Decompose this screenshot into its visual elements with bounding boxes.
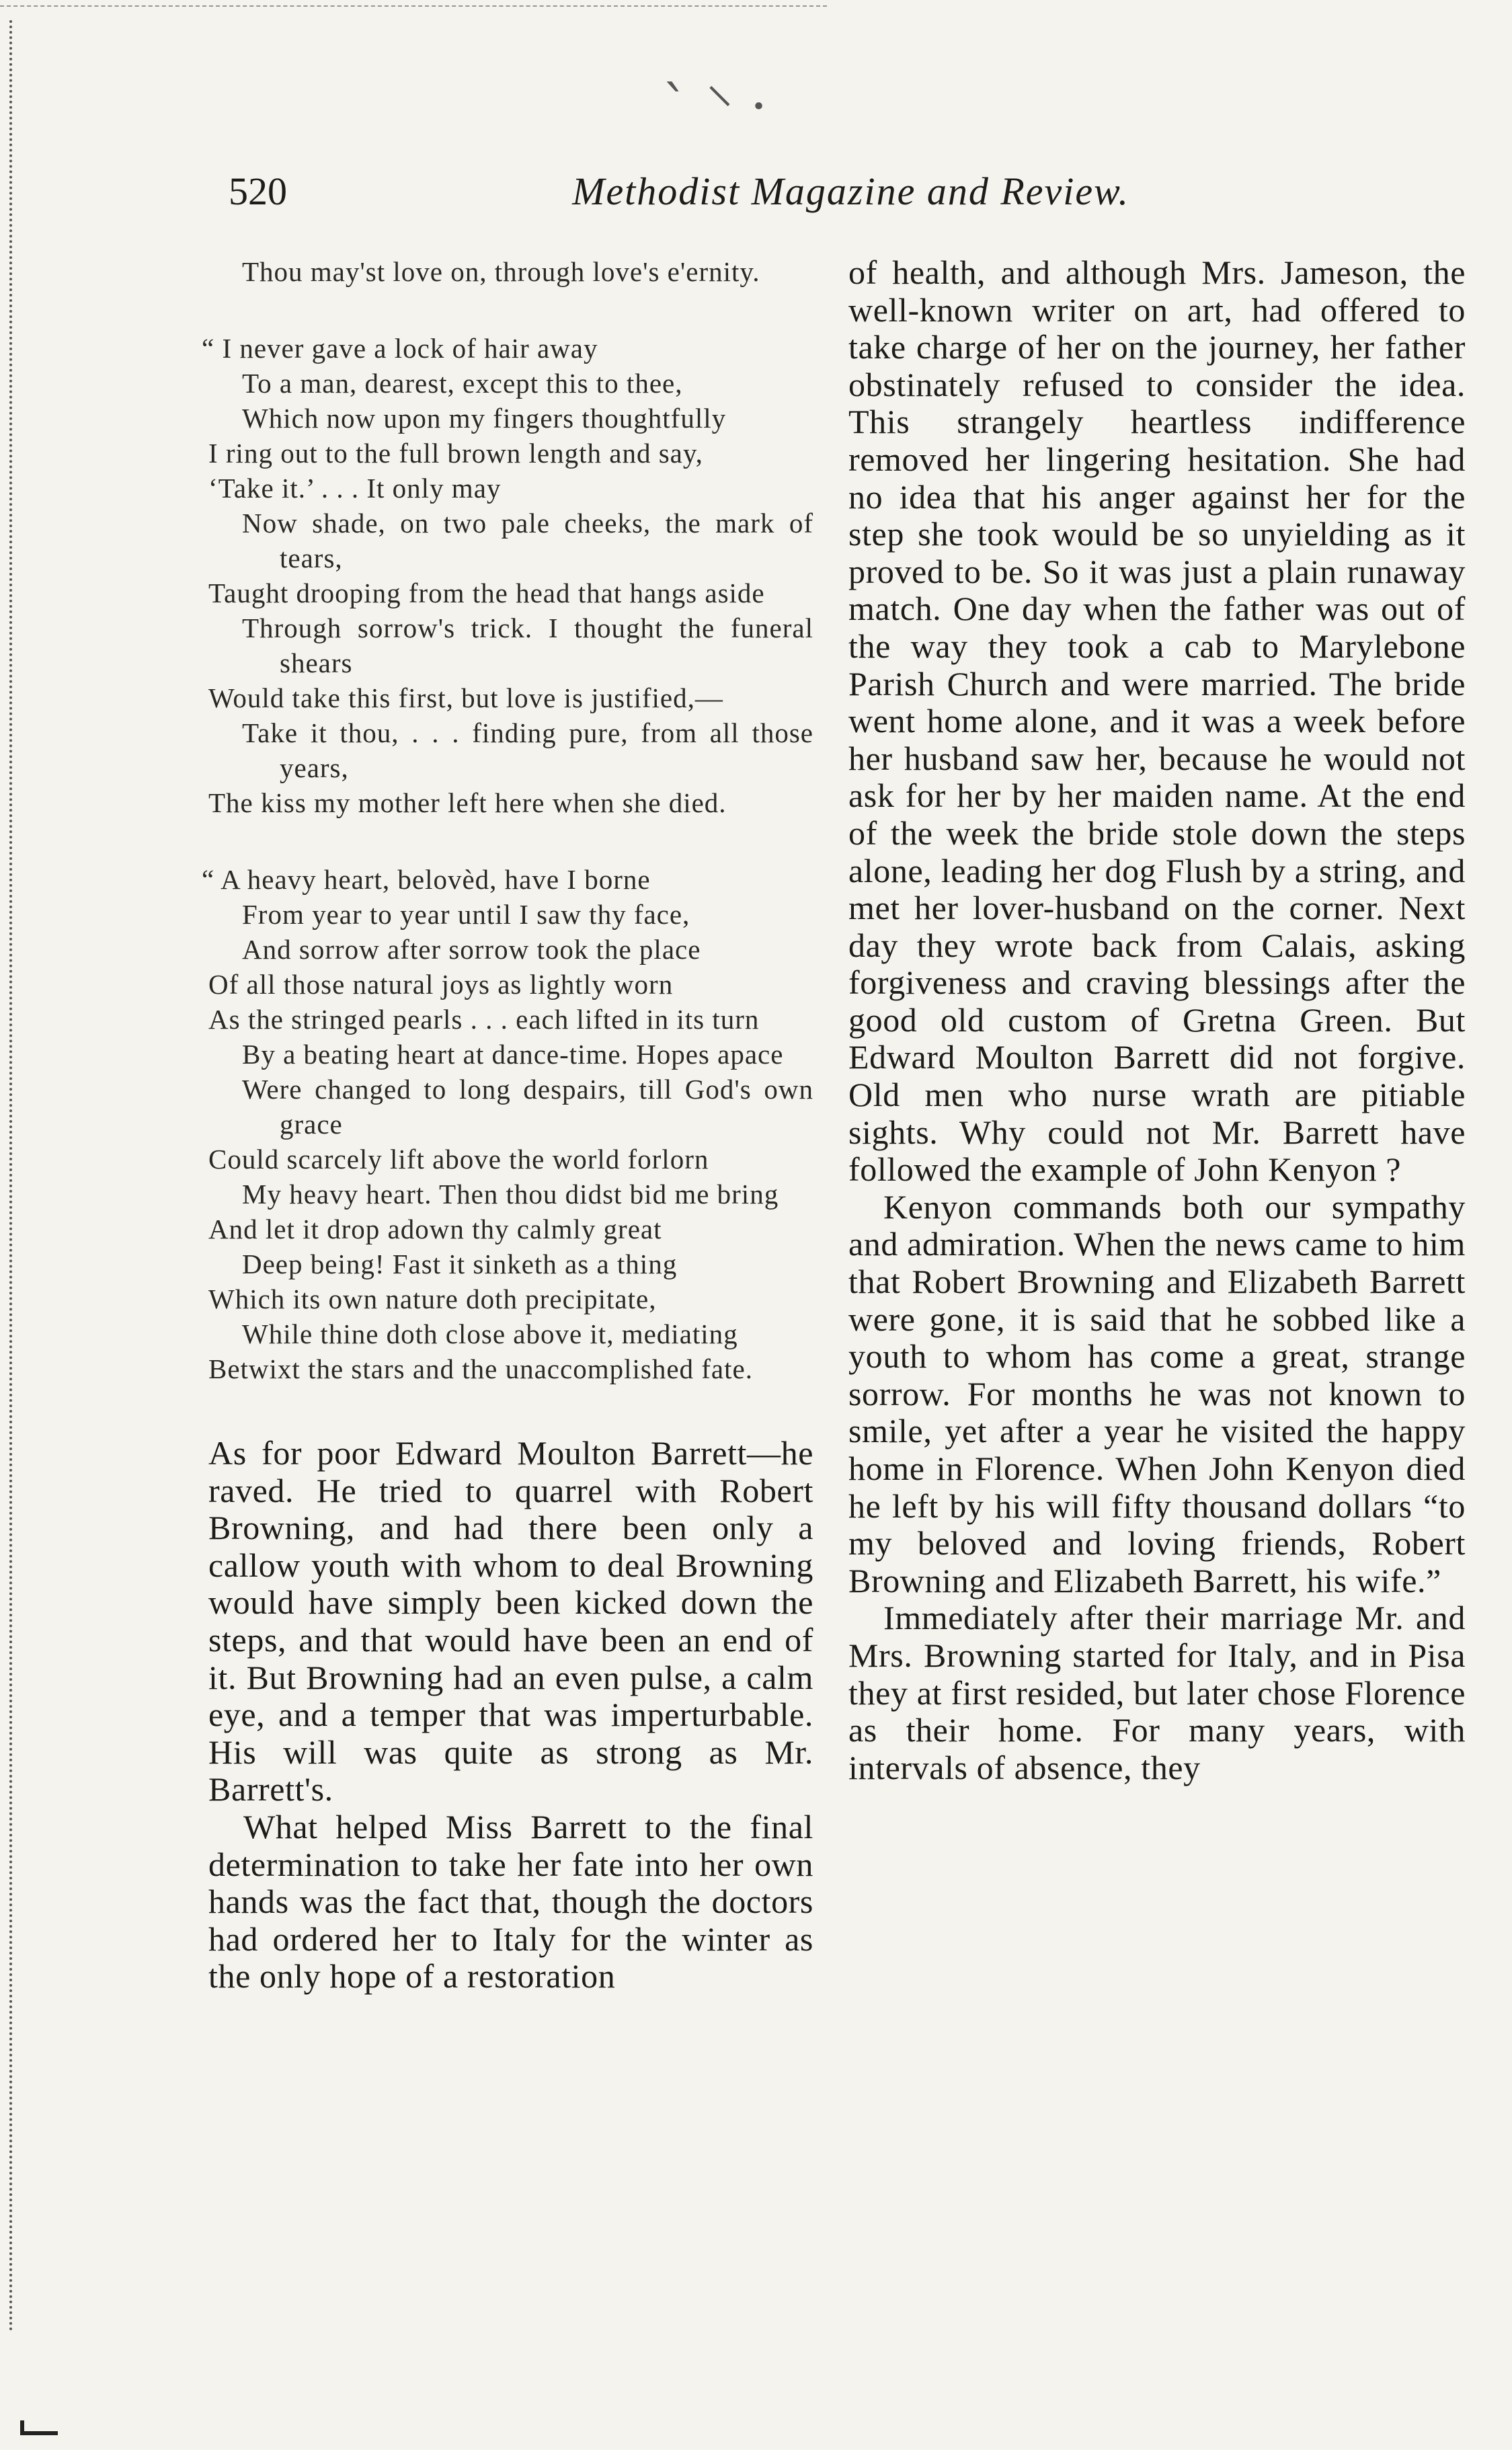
poem-line: Deep being! Fast it sinketh as a thing	[242, 1249, 678, 1279]
poem-line: My heavy heart. Then thou didst bid me bring	[242, 1179, 779, 1210]
body-paragraph: Kenyon commands both our sympathy and admiration. When the news came to him that Robert Browning and Elizabeth Barrett were gone, it is said that he sobbed like a youth to whom has come a great, strange sorrow. For months he was not known to smile, yet after a year he visited the happy home in Florence. When John Kenyon died he left by his will fifty thousand dollars “to my beloved and loving friends, Robert Browning and Elizabeth Barrett, his wife.”	[848, 1187, 1466, 1599]
running-head	[229, 161, 1129, 222]
poem-line: Through sorrow's trick. I thought the funeral shears	[242, 612, 813, 678]
ink-specks: ` ⸌ ·	[662, 75, 768, 137]
body-paragraph: Immediately after their marriage Mr. and Mrs. Browning started for Italy, and in Pisa they at first resided, but later chose Florence as their home. For many years, with intervals of absence, they	[848, 1599, 1466, 1786]
body-paragraph: As for poor Edward Moulton Barrett—he raved. He tried to quarrel with Robert Browning, and had there been only a callow youth with whom to deal Browning would have simply been kicked down the steps, and that would have been an end of it. But Browning had an even pulse, a calm eye, and a temper that was imperturbable. His will was quite as strong as Mr. Barrett's.	[208, 1434, 813, 1809]
poem-line: And sorrow after sorrow took the place	[242, 934, 701, 965]
page-number: 520	[229, 169, 287, 213]
poem-line: And let it drop adown thy calmly great	[208, 1214, 662, 1244]
poem-line: “ I never gave a lock of hair away	[202, 333, 598, 364]
poem-line: Could scarcely lift above the world forlorn	[208, 1144, 709, 1175]
poem-line: I ring out to the full brown length and say,	[208, 438, 703, 469]
top-edge-rule	[0, 5, 827, 7]
left-column	[202, 254, 813, 1995]
poem-line: Which its own nature doth precipitate,	[208, 1283, 657, 1314]
poem-line: Betwixt the stars and the unaccomplished fate.	[208, 1353, 753, 1384]
poem-line: Were changed to long despairs, till God's own grace	[242, 1074, 813, 1140]
sonnet-quotation	[202, 254, 813, 1386]
corner-mark	[20, 2420, 58, 2435]
poem-line: Thou may'st love on, through love's e'ernity.	[242, 256, 760, 287]
poem-line: Would take this first, but love is justified,—	[208, 682, 723, 713]
poem-line: The kiss my mother left here when she died.	[208, 787, 727, 818]
sonnet-stanza	[202, 331, 813, 820]
poem-line: By a beating heart at dance-time. Hopes apace	[242, 1039, 784, 1070]
poem-line: Taught drooping from the head that hangs aside	[208, 578, 765, 608]
poem-line: Take it thou, . . . finding pure, from all those years,	[242, 717, 813, 783]
poem-line: To a man, dearest, except this to thee,	[242, 368, 683, 399]
poem-fragment	[208, 254, 813, 289]
poem-line: ‘Take it.’ . . . It only may	[208, 473, 502, 504]
body-paragraph: of health, and although Mrs. Jameson, the well-known writer on art, had offered to take charge of her on the journey, her father obstinately refused to consider the idea. This strangely heartless indifference removed her lingering hesitation. She had no idea that his anger against her for the step she took would be so unyielding as it proved to be. So it was just a plain runaway match. One day when the father was out of the way they took a cab to Marylebone Parish Church and were married. The bride went home alone, and it was a week before her husband saw her, because he would not ask for her by her maiden name. At the end of the week the bride stole down the steps alone, leading her dog Flush by a string, and met her lover-husband on the corner. Next day they wrote back from Calais, asking forgiveness and craving blessings after the good old custom of Gretna Green. But Edward Moulton Barrett did not forgive. Old men who nurse wrath are pitiable sights. Why could not Mr. Barrett have followed the example of John Kenyon ?	[848, 253, 1466, 1189]
poem-line: While thine doth close above it, mediating	[242, 1318, 738, 1349]
right-column	[848, 254, 1466, 1786]
poem-line: As the stringed pearls . . . each lifted in its turn	[208, 1004, 760, 1035]
running-title: Methodist Magazine and Review.	[572, 169, 1129, 213]
poem-line: From year to year until I saw thy face,	[242, 899, 690, 930]
poem-line: Of all those natural joys as lightly worn	[208, 969, 674, 1000]
poem-line: Which now upon my fingers thoughtfully	[242, 403, 727, 434]
binding-margin	[9, 20, 12, 2333]
body-paragraph: What helped Miss Barrett to the final determination to take her fate into her own hands was the fact that, though the doctors had ordered her to Italy for the winter as the only hope of a restoration	[208, 1807, 813, 1995]
poem-line: “ A heavy heart, belovèd, have I borne	[202, 864, 651, 895]
sonnet-stanza	[202, 862, 813, 1386]
poem-line: Now shade, on two pale cheeks, the mark of tears,	[242, 508, 813, 574]
